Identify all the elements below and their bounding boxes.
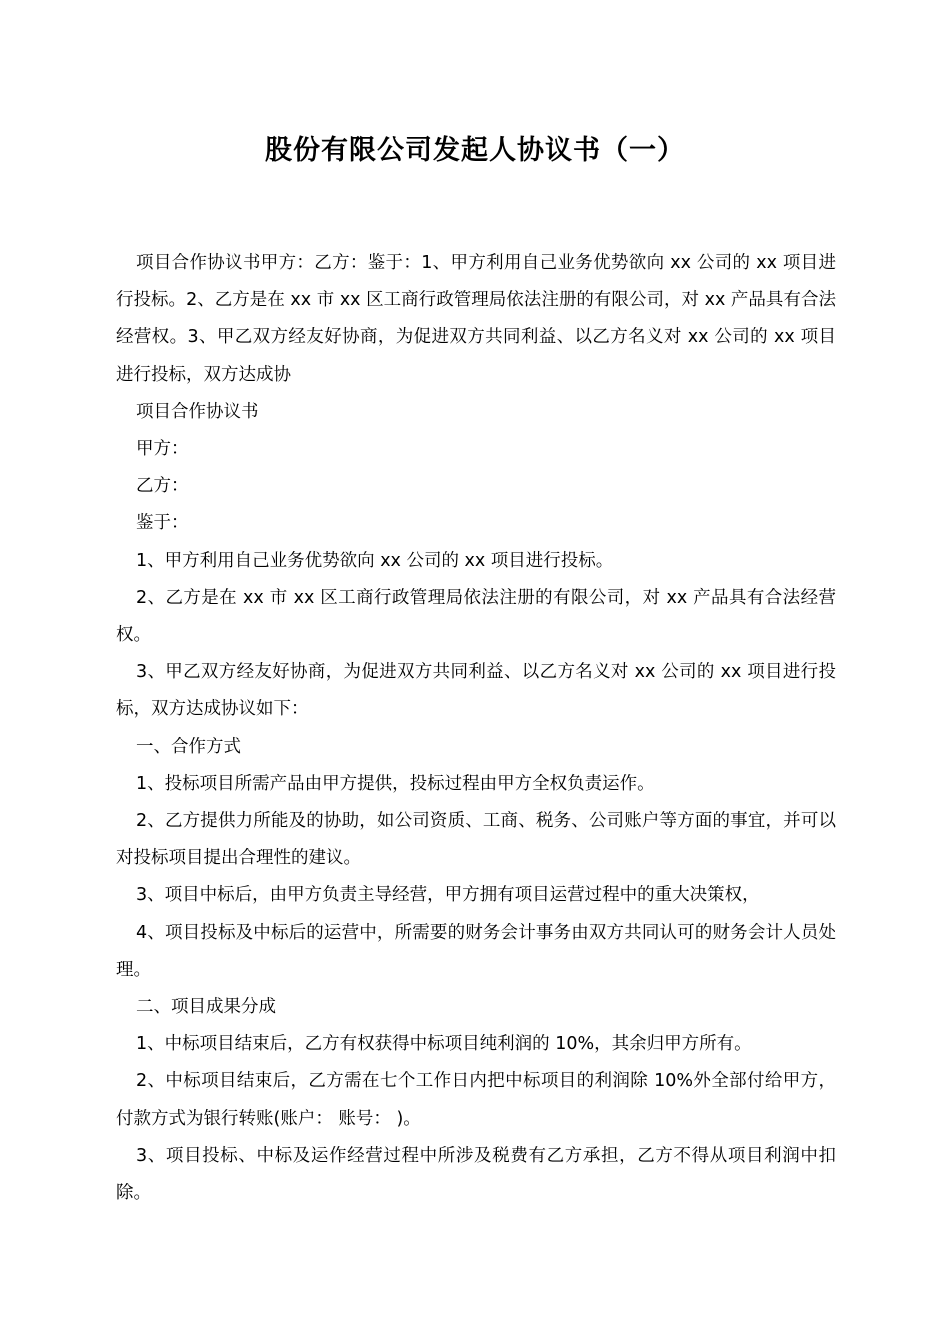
paragraph-profit-1: 1、中标项目结束后，乙方有权获得中标项目纯利润的 10%，其余归甲方所有。 [136, 1034, 752, 1055]
paragraph-party-a: 甲方： [136, 439, 189, 460]
paragraph-party-b: 乙方： [136, 476, 189, 497]
paragraph-whereas-3: 3、甲乙双方经友好协商，为促进双方共同利益、以乙方名义对 xx 公司的 xx 项目进行投标，双方达成协议如下： [116, 662, 836, 720]
paragraph-whereas-2: 2、乙方是在 xx 市 xx 区工商行政管理局依法注册的有限公司，对 xx 产品具有合法经营权。 [116, 587, 836, 646]
paragraph-profit-2: 2、中标项目结束后，乙方需在七个工作日内把中标项目的利润除 10%外全部付给甲方，付款方式为银行转账(账户： 账号： )。 [116, 1071, 836, 1129]
document-title: 股份有限公司发起人协议书（一） [265, 135, 685, 166]
paragraph-cooperation-3: 3、项目中标后，由甲方负责主导经营，甲方拥有项目运营过程中的重大决策权， [136, 885, 760, 906]
paragraph-intro-summary: 项目合作协议书甲方：乙方：鉴于：1、甲方利用自己业务优势欲向 xx 公司的 xx 项目进行投标。2、乙方是在 xx 市 xx 区工商行政管理局依法注册的有限公司，对 xx 产品具有合法经营权。3、甲乙双方经友好协商，为促进双方共同利益、以乙方名义对 xx 公司的 xx 项目进行投标，双方达成协 [116, 253, 836, 385]
paragraph-whereas: 鉴于： [136, 513, 189, 534]
document-body [116, 245, 836, 1212]
paragraph-cooperation-2: 2、乙方提供力所能及的协助，如公司资质、工商、税务、公司账户等方面的事宜，并可以对投标项目提出合理性的建议。 [116, 811, 836, 869]
section-heading-cooperation: 一、合作方式 [136, 736, 241, 757]
paragraph-heading-agreement: 项目合作协议书 [136, 401, 259, 422]
paragraph-cooperation-1: 1、投标项目所需产品由甲方提供，投标过程由甲方全权负责运作。 [136, 773, 655, 794]
paragraph-profit-3: 3、项目投标、中标及运作经营过程中所涉及税费有乙方承担，乙方不得从项目利润中扣除。 [116, 1145, 836, 1204]
paragraph-whereas-1: 1、甲方利用自己业务优势欲向 xx 公司的 xx 项目进行投标。 [136, 550, 614, 571]
section-heading-profit-sharing: 二、项目成果分成 [136, 997, 276, 1018]
paragraph-cooperation-4: 4、项目投标及中标后的运营中，所需要的财务会计事务由双方共同认可的财务会计人员处理。 [116, 922, 836, 980]
